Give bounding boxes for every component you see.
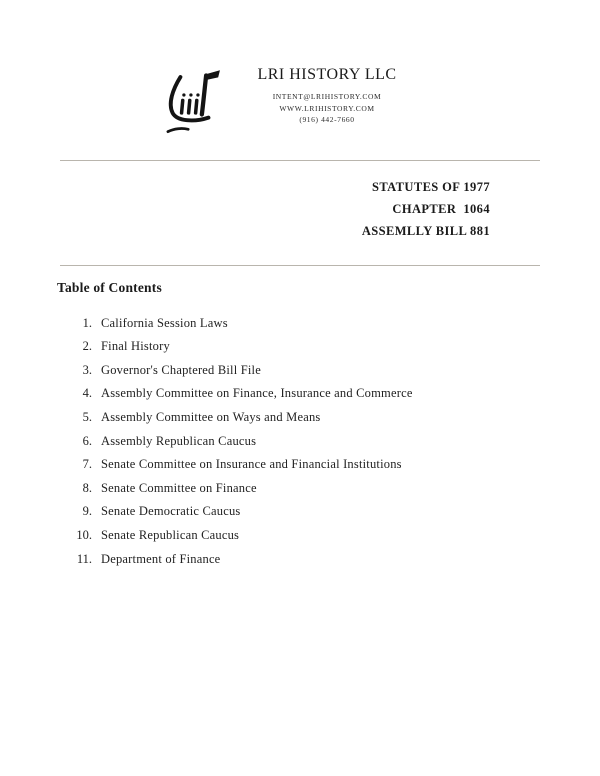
company-phone: (916) 442-7660: [299, 115, 355, 125]
toc-item: [68, 406, 543, 430]
letterhead: [0, 0, 600, 142]
toc-item: [68, 500, 543, 524]
toc-item: [68, 477, 543, 501]
toc-item-number: 3.: [82, 362, 92, 377]
assembly-bill-number: ASSEMLLY BILL 881: [361, 223, 490, 238]
chapter-number: CHAPTER 1064: [392, 201, 490, 216]
statute-block: [0, 161, 600, 249]
toc-list: [57, 312, 543, 572]
statutes-year: STATUTES OF 1977: [372, 180, 490, 194]
toc-item-number: 10.: [76, 527, 92, 542]
toc-item-number: 8.: [82, 480, 92, 495]
firm-contact-block: [257, 62, 396, 126]
toc-item-number: 4.: [82, 386, 92, 401]
toc-item-label: Senate Committee on Finance: [101, 480, 257, 495]
toc-item-label: Assembly Committee on Finance, Insurance and Commerce: [101, 386, 413, 401]
toc-item-label: Senate Democratic Caucus: [101, 504, 241, 519]
toc-item-number: 5.: [82, 410, 92, 424]
toc-item-number: 9.: [82, 504, 92, 519]
toc-item: [68, 359, 543, 383]
toc-item: [68, 453, 543, 477]
lri-logo: [157, 62, 235, 142]
toc-item: [68, 548, 543, 572]
toc-title: Table of Contents: [57, 279, 162, 295]
toc-item-number: 6.: [82, 433, 92, 448]
toc-item-label: Department of Finance: [101, 551, 221, 566]
toc-item: [68, 430, 543, 454]
toc-item-label: Final History: [101, 339, 170, 354]
company-name: LRI HISTORY LLC: [257, 66, 397, 83]
toc-item: [68, 335, 543, 359]
toc-item-label: Assembly Republican Caucus: [101, 433, 257, 448]
toc-item-label: Senate Committee on Insurance and Financial Institutions: [101, 457, 402, 472]
toc-item-label: California Session Laws: [101, 315, 228, 330]
toc-item: [68, 524, 543, 548]
calligraphy-logo-icon: [157, 62, 235, 142]
toc-item-number: 1.: [82, 315, 92, 330]
toc-item: [68, 382, 543, 406]
toc-item: [68, 312, 543, 336]
toc-item-number: 11.: [76, 551, 92, 566]
company-email: INTENT@LRIHISTORY.COM: [272, 92, 382, 101]
toc-item-number: 7.: [82, 457, 92, 472]
table-of-contents: [0, 266, 600, 572]
toc-item-label: Governor's Chaptered Bill File: [101, 362, 261, 377]
toc-item-number: 2.: [82, 339, 92, 354]
toc-item-label: Senate Republican Caucus: [101, 527, 240, 542]
toc-item-label: Assembly Committee on Ways and Means: [101, 410, 321, 424]
company-website: WWW.LRIHISTORY.COM: [279, 103, 375, 113]
